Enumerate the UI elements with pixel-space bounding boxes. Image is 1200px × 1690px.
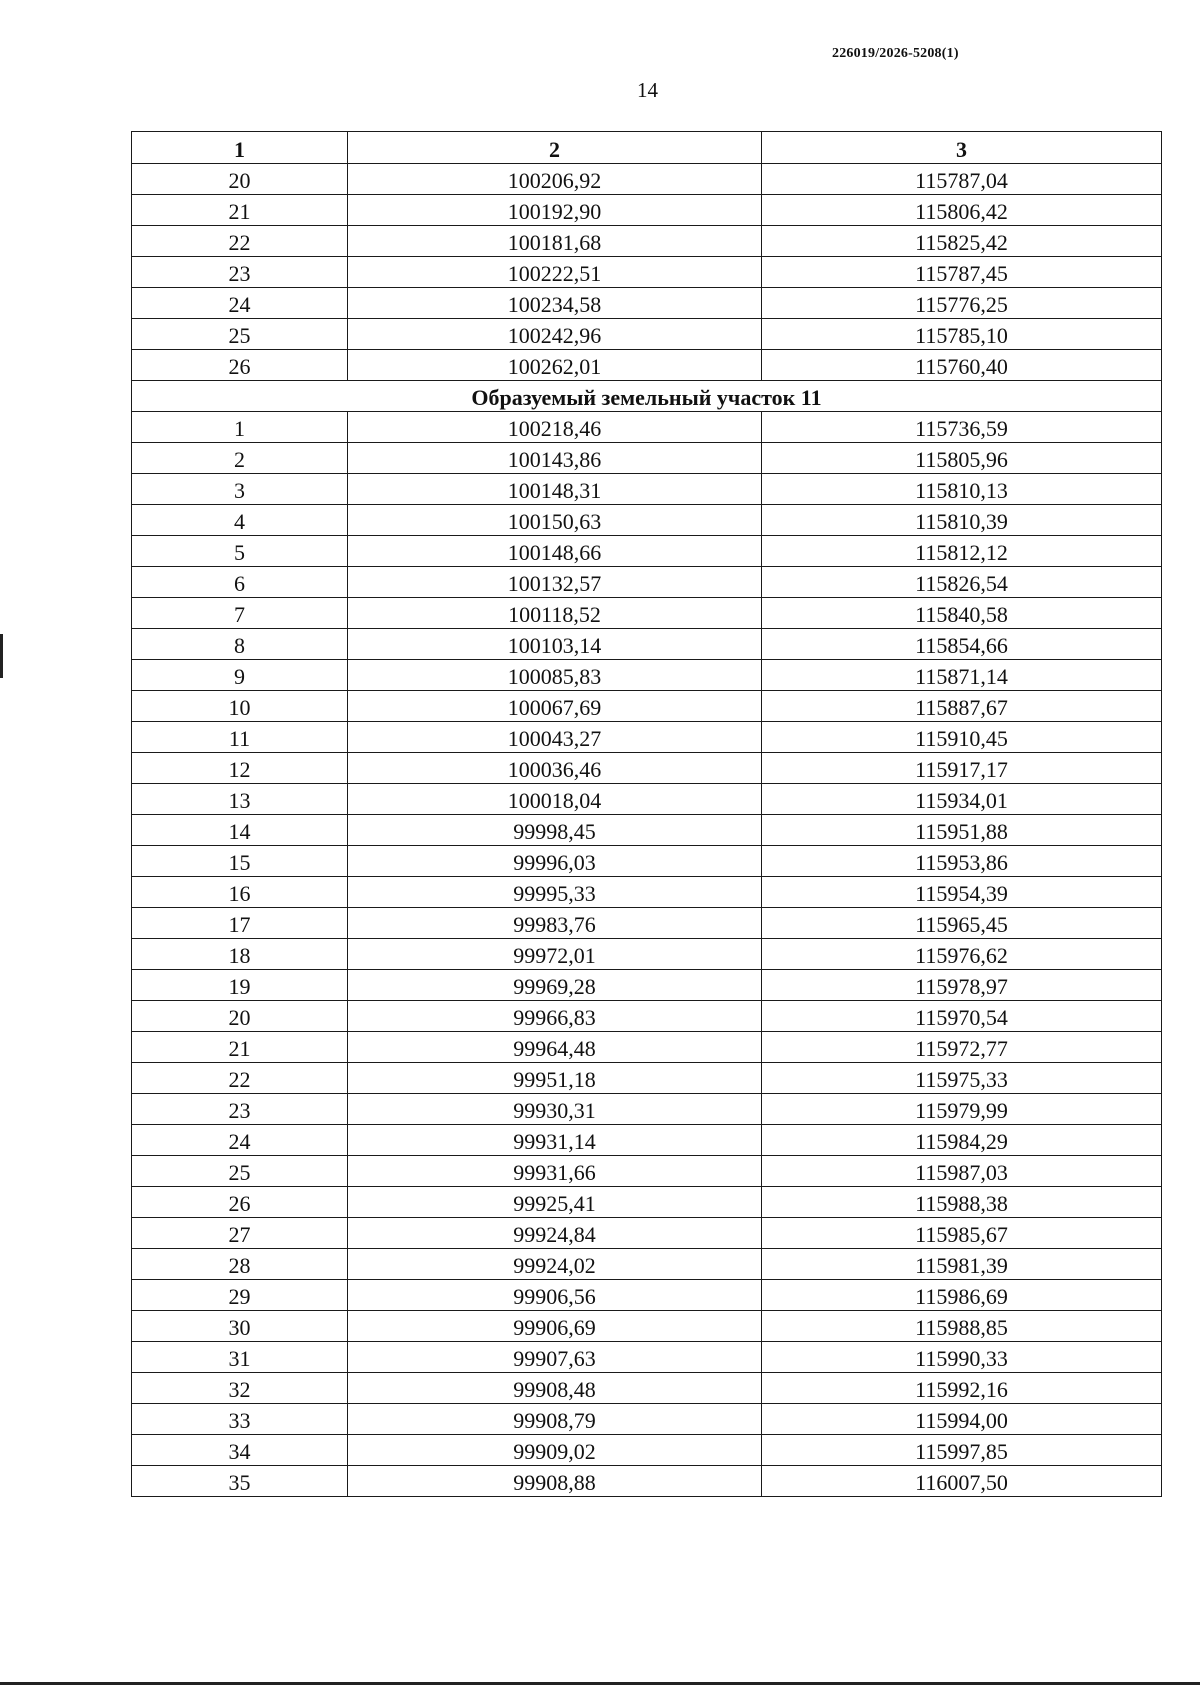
x-coordinate-cell: 99908,88 [348, 1466, 762, 1497]
point-number-cell: 15 [132, 846, 348, 877]
table-row [132, 1466, 1162, 1497]
table-row [132, 164, 1162, 195]
x-coordinate-cell: 99908,48 [348, 1373, 762, 1404]
y-coordinate-cell: 115976,62 [762, 939, 1162, 970]
point-number-cell: 23 [132, 1094, 348, 1125]
point-number-cell: 31 [132, 1342, 348, 1373]
point-number-cell: 34 [132, 1435, 348, 1466]
table-row [132, 1001, 1162, 1032]
x-coordinate-cell: 99925,41 [348, 1187, 762, 1218]
x-coordinate-cell: 99906,56 [348, 1280, 762, 1311]
point-number-cell: 24 [132, 288, 348, 319]
x-coordinate-cell: 100148,66 [348, 536, 762, 567]
y-coordinate-cell: 115826,54 [762, 567, 1162, 598]
table-row [132, 629, 1162, 660]
x-coordinate-cell: 99964,48 [348, 1032, 762, 1063]
y-coordinate-cell: 115825,42 [762, 226, 1162, 257]
section-row [132, 381, 1162, 412]
y-coordinate-cell: 115810,39 [762, 505, 1162, 536]
point-number-cell: 3 [132, 474, 348, 505]
point-number-cell: 18 [132, 939, 348, 970]
column-header-2: 2 [348, 132, 762, 164]
table-row [132, 350, 1162, 381]
point-number-cell: 4 [132, 505, 348, 536]
y-coordinate-cell: 115760,40 [762, 350, 1162, 381]
x-coordinate-cell: 99972,01 [348, 939, 762, 970]
point-number-cell: 7 [132, 598, 348, 629]
table-row [132, 877, 1162, 908]
y-coordinate-cell: 115994,00 [762, 1404, 1162, 1435]
y-coordinate-cell: 115970,54 [762, 1001, 1162, 1032]
table-row [132, 598, 1162, 629]
point-number-cell: 28 [132, 1249, 348, 1280]
point-number-cell: 21 [132, 195, 348, 226]
table-row [132, 691, 1162, 722]
x-coordinate-cell: 100148,31 [348, 474, 762, 505]
x-coordinate-cell: 99924,84 [348, 1218, 762, 1249]
y-coordinate-cell: 115979,99 [762, 1094, 1162, 1125]
point-number-cell: 11 [132, 722, 348, 753]
point-number-cell: 16 [132, 877, 348, 908]
y-coordinate-cell: 115986,69 [762, 1280, 1162, 1311]
point-number-cell: 23 [132, 257, 348, 288]
y-coordinate-cell: 115787,04 [762, 164, 1162, 195]
table-row [132, 970, 1162, 1001]
point-number-cell: 6 [132, 567, 348, 598]
table-row [132, 257, 1162, 288]
x-coordinate-cell: 100103,14 [348, 629, 762, 660]
point-number-cell: 25 [132, 1156, 348, 1187]
y-coordinate-cell: 115978,97 [762, 970, 1162, 1001]
table-row [132, 1435, 1162, 1466]
table-row [132, 846, 1162, 877]
y-coordinate-cell: 115972,77 [762, 1032, 1162, 1063]
scan-margin-mark [0, 634, 3, 678]
table-row [132, 1156, 1162, 1187]
x-coordinate-cell: 99930,31 [348, 1094, 762, 1125]
y-coordinate-cell: 115988,38 [762, 1187, 1162, 1218]
point-number-cell: 29 [132, 1280, 348, 1311]
y-coordinate-cell: 115917,17 [762, 753, 1162, 784]
document-number: 226019/2026-5208(1) [832, 46, 959, 61]
y-coordinate-cell: 115785,10 [762, 319, 1162, 350]
table-row [132, 1249, 1162, 1280]
x-coordinate-cell: 100181,68 [348, 226, 762, 257]
scan-bottom-rule [0, 1682, 1200, 1685]
point-number-cell: 13 [132, 784, 348, 815]
y-coordinate-cell: 115992,16 [762, 1373, 1162, 1404]
y-coordinate-cell: 115965,45 [762, 908, 1162, 939]
table-row [132, 1125, 1162, 1156]
x-coordinate-cell: 99909,02 [348, 1435, 762, 1466]
y-coordinate-cell: 115805,96 [762, 443, 1162, 474]
point-number-cell: 14 [132, 815, 348, 846]
y-coordinate-cell: 115987,03 [762, 1156, 1162, 1187]
y-coordinate-cell: 116007,50 [762, 1466, 1162, 1497]
x-coordinate-cell: 99995,33 [348, 877, 762, 908]
point-number-cell: 17 [132, 908, 348, 939]
header-row [132, 132, 1162, 164]
column-header-3: 3 [762, 132, 1162, 164]
section-heading-body [132, 381, 1162, 412]
point-number-cell: 9 [132, 660, 348, 691]
y-coordinate-cell: 115871,14 [762, 660, 1162, 691]
y-coordinate-cell: 115997,85 [762, 1435, 1162, 1466]
y-coordinate-cell: 115951,88 [762, 815, 1162, 846]
point-number-cell: 21 [132, 1032, 348, 1063]
table-row [132, 660, 1162, 691]
table-row [132, 1094, 1162, 1125]
x-coordinate-cell: 99998,45 [348, 815, 762, 846]
table-row [132, 1342, 1162, 1373]
table-body-previous-plot [132, 164, 1162, 381]
x-coordinate-cell: 99951,18 [348, 1063, 762, 1094]
y-coordinate-cell: 115988,85 [762, 1311, 1162, 1342]
y-coordinate-cell: 115840,58 [762, 598, 1162, 629]
page-number: 14 [637, 78, 658, 102]
x-coordinate-cell: 100234,58 [348, 288, 762, 319]
point-number-cell: 20 [132, 164, 348, 195]
point-number-cell: 1 [132, 412, 348, 443]
column-header-1: 1 [132, 132, 348, 164]
x-coordinate-cell: 99931,66 [348, 1156, 762, 1187]
x-coordinate-cell: 100036,46 [348, 753, 762, 784]
table-body-plot-11 [132, 412, 1162, 1497]
table-row [132, 536, 1162, 567]
x-coordinate-cell: 99966,83 [348, 1001, 762, 1032]
table-row [132, 474, 1162, 505]
x-coordinate-cell: 99996,03 [348, 846, 762, 877]
x-coordinate-cell: 100192,90 [348, 195, 762, 226]
point-number-cell: 30 [132, 1311, 348, 1342]
table-row [132, 815, 1162, 846]
y-coordinate-cell: 115910,45 [762, 722, 1162, 753]
y-coordinate-cell: 115776,25 [762, 288, 1162, 319]
table-row [132, 226, 1162, 257]
y-coordinate-cell: 115887,67 [762, 691, 1162, 722]
x-coordinate-cell: 100067,69 [348, 691, 762, 722]
table-header [132, 132, 1162, 164]
point-number-cell: 19 [132, 970, 348, 1001]
y-coordinate-cell: 115990,33 [762, 1342, 1162, 1373]
table-row [132, 319, 1162, 350]
point-number-cell: 5 [132, 536, 348, 567]
y-coordinate-cell: 115736,59 [762, 412, 1162, 443]
table-row [132, 567, 1162, 598]
table-row [132, 505, 1162, 536]
y-coordinate-cell: 115806,42 [762, 195, 1162, 226]
table-row [132, 908, 1162, 939]
table-row [132, 288, 1162, 319]
x-coordinate-cell: 100242,96 [348, 319, 762, 350]
point-number-cell: 20 [132, 1001, 348, 1032]
y-coordinate-cell: 115954,39 [762, 877, 1162, 908]
point-number-cell: 35 [132, 1466, 348, 1497]
y-coordinate-cell: 115981,39 [762, 1249, 1162, 1280]
table-row [132, 1373, 1162, 1404]
y-coordinate-cell: 115810,13 [762, 474, 1162, 505]
point-number-cell: 2 [132, 443, 348, 474]
table-row [132, 722, 1162, 753]
table-row [132, 412, 1162, 443]
table-row [132, 1404, 1162, 1435]
table-row [132, 1218, 1162, 1249]
x-coordinate-cell: 99931,14 [348, 1125, 762, 1156]
x-coordinate-cell: 100085,83 [348, 660, 762, 691]
x-coordinate-cell: 99969,28 [348, 970, 762, 1001]
table-row [132, 1187, 1162, 1218]
y-coordinate-cell: 115984,29 [762, 1125, 1162, 1156]
table-row [132, 443, 1162, 474]
x-coordinate-cell: 99907,63 [348, 1342, 762, 1373]
y-coordinate-cell: 115854,66 [762, 629, 1162, 660]
x-coordinate-cell: 100043,27 [348, 722, 762, 753]
point-number-cell: 32 [132, 1373, 348, 1404]
table-row [132, 784, 1162, 815]
point-number-cell: 10 [132, 691, 348, 722]
point-number-cell: 22 [132, 1063, 348, 1094]
y-coordinate-cell: 115953,86 [762, 846, 1162, 877]
table-row [132, 753, 1162, 784]
point-number-cell: 25 [132, 319, 348, 350]
table-row [132, 1032, 1162, 1063]
table-row [132, 195, 1162, 226]
y-coordinate-cell: 115975,33 [762, 1063, 1162, 1094]
point-number-cell: 22 [132, 226, 348, 257]
point-number-cell: 26 [132, 350, 348, 381]
x-coordinate-cell: 100206,92 [348, 164, 762, 195]
x-coordinate-cell: 100262,01 [348, 350, 762, 381]
coordinates-table [131, 131, 1162, 1497]
x-coordinate-cell: 100150,63 [348, 505, 762, 536]
x-coordinate-cell: 100218,46 [348, 412, 762, 443]
x-coordinate-cell: 99983,76 [348, 908, 762, 939]
x-coordinate-cell: 100118,52 [348, 598, 762, 629]
point-number-cell: 27 [132, 1218, 348, 1249]
x-coordinate-cell: 100132,57 [348, 567, 762, 598]
y-coordinate-cell: 115985,67 [762, 1218, 1162, 1249]
table-row [132, 1063, 1162, 1094]
table-row [132, 1311, 1162, 1342]
point-number-cell: 12 [132, 753, 348, 784]
y-coordinate-cell: 115787,45 [762, 257, 1162, 288]
x-coordinate-cell: 100222,51 [348, 257, 762, 288]
x-coordinate-cell: 99924,02 [348, 1249, 762, 1280]
table-row [132, 939, 1162, 970]
x-coordinate-cell: 100143,86 [348, 443, 762, 474]
table-row [132, 1280, 1162, 1311]
x-coordinate-cell: 100018,04 [348, 784, 762, 815]
point-number-cell: 33 [132, 1404, 348, 1435]
point-number-cell: 24 [132, 1125, 348, 1156]
point-number-cell: 26 [132, 1187, 348, 1218]
section-title: Образуемый земельный участок 11 [132, 381, 1162, 412]
x-coordinate-cell: 99908,79 [348, 1404, 762, 1435]
x-coordinate-cell: 99906,69 [348, 1311, 762, 1342]
y-coordinate-cell: 115812,12 [762, 536, 1162, 567]
y-coordinate-cell: 115934,01 [762, 784, 1162, 815]
point-number-cell: 8 [132, 629, 348, 660]
